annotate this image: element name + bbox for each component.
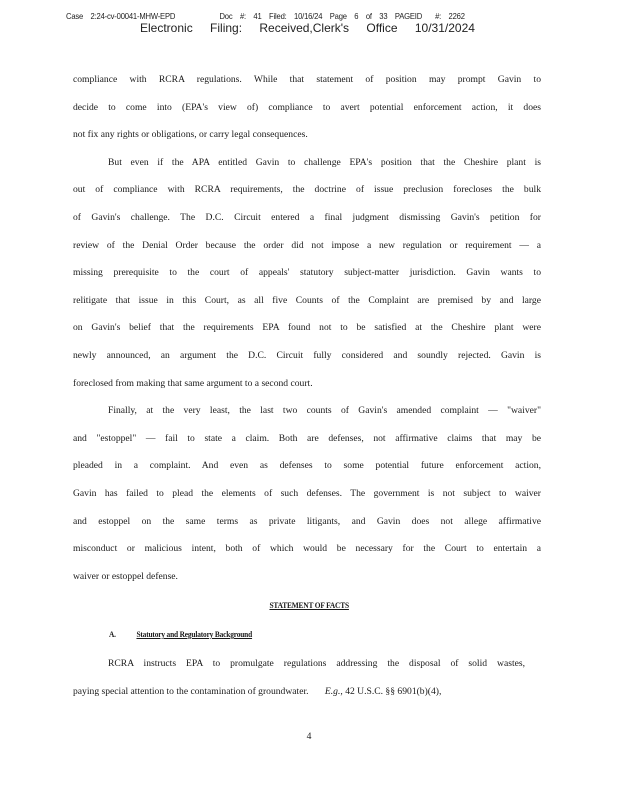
- body-text-continued: [73, 650, 525, 705]
- filing-word-filing: Filing:: [210, 21, 243, 35]
- paragraph-2-line: newly announced, an argument the D.C. Circuit fully considered and soundly rejected. Gavin is: [73, 349, 541, 361]
- paragraph-3-line: pleaded in a complaint. And even as defenses to some potential future enforcement action,: [73, 460, 541, 472]
- filing-stamp: [66, 11, 546, 37]
- paragraph-2-line: But even if the APA entitled Gavin to challenge EPA's position that the Cheshire plant is: [108, 156, 541, 168]
- body-text: [73, 66, 541, 590]
- paragraph-4-text: paying special attention to the contamination of groundwater.: [73, 685, 309, 697]
- case-label: Case: [66, 11, 84, 21]
- paragraph-2-line: relitigate that issue in this Court, as all five Counts of the Complaint are premised by and large: [73, 294, 541, 306]
- paragraph-2-line: on Gavin's belief that the requirements EPA found not to be satisfied at the Cheshire plant were: [73, 322, 541, 334]
- filed-label: Filed:: [269, 11, 287, 21]
- paragraph-1-line: decide to come into (EPA's view of) compliance to avert potential enforcement action, it does: [73, 101, 541, 113]
- citation-text: , 42 U.S.C. §§ 6901(b)(4),: [340, 685, 442, 697]
- paragraph-2-line: out of compliance with RCRA requirements, the doctrine of issue preclusion forecloses the bulk: [73, 184, 541, 196]
- pageid-label: PAGEID: [394, 11, 423, 21]
- case-number: 2:24-cv-00041-MHW-EPD: [90, 11, 176, 21]
- paragraph-4-line: [73, 678, 525, 706]
- paragraph-3-line: and estoppel on the same terms as private litigants, and Gavin does not allege affirmative: [73, 515, 541, 527]
- paragraph-3-line: Gavin has failed to plead the elements of such defenses. The government is not subject to waiver: [73, 487, 541, 499]
- filing-word-office: Office: [366, 21, 398, 35]
- subsection-title: Statutory and Regulatory Background: [136, 629, 253, 639]
- page-of: of: [365, 11, 372, 21]
- doc-label: Doc: [219, 11, 233, 21]
- filing-date: 10/31/2024: [414, 21, 475, 35]
- case-header: [66, 11, 470, 21]
- paragraph-4-line: RCRA instructs EPA to promulgate regulations addressing the disposal of solid wastes,: [108, 658, 525, 669]
- subsection-heading: [109, 629, 252, 639]
- page-current: 6: [354, 11, 359, 21]
- electronic-filing-stamp: [140, 21, 489, 35]
- paragraph-3-line: and "estoppel" — fail to state a claim. Both are defenses, not affirmative claims that may be: [73, 432, 541, 444]
- page-number: 4: [306, 731, 312, 742]
- paragraph-2-line: missing prerequisite to the court of appeals' statutory subject-matter jurisdiction. Gavin wants to: [73, 267, 541, 279]
- doc-number: 41: [253, 11, 262, 21]
- filing-word-received: Received,Clerk's: [259, 21, 350, 35]
- paragraph-1-line: not fix any rights or obligations, or carry legal consequences.: [73, 129, 308, 141]
- subsection-label: A.: [109, 629, 116, 639]
- pageid-number: 2262: [448, 11, 465, 21]
- pageid-hash: #:: [435, 11, 442, 21]
- section-heading: [0, 600, 618, 610]
- paragraph-2-line: of Gavin's challenge. The D.C. Circuit entered a final judgment dismissing Gavin's petition for: [73, 211, 541, 223]
- paragraph-3-line: waiver or estoppel defense.: [73, 570, 178, 582]
- filed-date: 10/16/24: [294, 11, 323, 21]
- paragraph-1-line: compliance with RCRA regulations. While that statement of position may prompt Gavin to: [73, 74, 541, 85]
- paragraph-3-line: Finally, at the very least, the last two counts of Gavin's amended complaint — "waiver": [108, 405, 541, 417]
- paragraph-3-line: misconduct or malicious intent, both of which would be necessary for the Court to entertain a: [73, 543, 541, 555]
- paragraph-2-line: foreclosed from making that same argument to a second court.: [73, 377, 313, 389]
- filing-word-electronic: Electronic: [140, 21, 193, 35]
- page-total: 33: [379, 11, 388, 21]
- citation-signal: E.g.: [324, 685, 341, 697]
- paragraph-2-line: review of the Denial Order because the order did not impose a new regulation or requirement — a: [73, 239, 541, 251]
- doc-hash: #:: [239, 11, 246, 21]
- page-label: Page: [329, 11, 347, 21]
- section-heading-text: STATEMENT OF FACTS: [269, 600, 349, 610]
